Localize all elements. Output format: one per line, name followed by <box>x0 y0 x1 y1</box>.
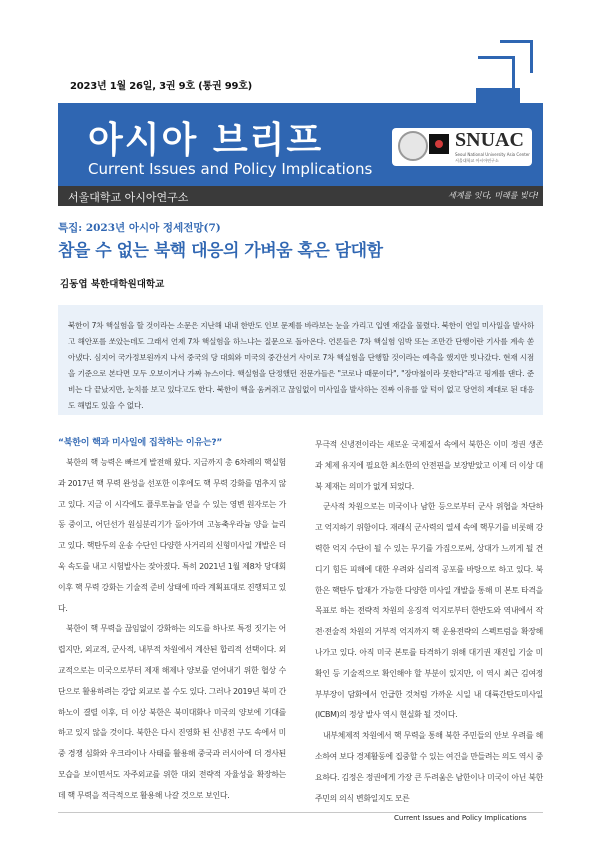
footer-text: Current Issues and Policy Implications <box>394 814 527 822</box>
issue-info: 2023년 1월 26일, 3권 9호 (통권 99호) <box>70 81 253 92</box>
left-column <box>58 433 286 807</box>
right-column <box>315 435 543 809</box>
author: 김동엽 북한대학원대학교 <box>60 279 165 290</box>
article-headline: 참을 수 없는 북핵 대응의 가벼움 혹은 담대함 <box>58 241 383 261</box>
footer-divider <box>58 812 543 813</box>
emblem-dot <box>435 140 443 148</box>
summary-text: 북한이 7차 핵실험을 할 것이라는 소문은 지난해 내내 한반도 인보 문제를 바라보는 눈을 가리고 입엔 재갈을 물렸다. 북한이 연일 미사일을 발사하고 해안포를 쏘았는데도 그래서 언제 7차 핵실험을 하느냐는 질문으로 돌아온다. 언론들은 7차 핵실험 임박 또는 조만간 단행이란 기사를 계속 쏟아냈다. 심지어 국가정보원까지 나서 중국의 당 대회와 미국의 중간선거 사이로 7차 핵실험을 단행할 것이라는 예측을 했지만 빗나갔다. 현재 시점을 기준으로 본다면 모두 오보이거나 가짜 뉴스이다. 핵실험을 단정했던 전문가들은 "코로나 때문이다", "장마철이라 못한다"라고 핑계를 댄다. 준비는 다 끝났지만, 눈치를 보고 있다고도 한다. 북한이 핵을 움켜쥐고 끊임없이 미사일을 발사하는 진짜 이유를 알 턱이 없고 당연히 제대로 된 대응도 해법도 있을 수 없다. <box>68 321 534 410</box>
paragraph: 군사적 차원으로는 미국이나 남한 등으로부터 군사 위협을 차단하고 억지하기 위함이다. 재래식 군사력의 열세 속에 핵무기를 비롯해 강력한 억지 수단이 될 수 있는 무기를 가짐으로써, 상대가 느끼게 될 견디기 힘든 피해에 대한 우려와 심리적 공포를 바탕으로 하고 있다. 북한은 핵탄두 탑재가 가능한 다양한 미사일 개발을 통해 미 본토 타격을 목표로 하는 전략적 차원의 응징적 억지로부터 한반도와 역내에서 작전·전술적 차원의 거부적 억지까지 핵 운용전략의 스펙트럼을 확장해 나가고 있다. 아직 미국 본토를 타격하기 위해 대기권 재진입 기술 미확인 등 기술적으로 확인해야 할 부분이 있지만, 이 역시 최근 김여정 부부장이 담화에서 언급한 것처럼 가까운 시일 내 대륙간탄도미사일(ICBM)의 정상 발사 역시 현실화 될 것이다. <box>315 502 543 720</box>
slogan: 세계를 잇다, 미래를 빚다! <box>448 191 539 200</box>
feature-label: 특집: 2023년 아시아 정세전망(7) <box>58 222 221 234</box>
logo-subtext-en: Seoul National University Asia Center <box>455 152 530 157</box>
paragraph: 북한이 핵 무력을 끊임없이 강화하는 의도를 하나로 특정 짓기는 어렵지만, 외교적, 군사적, 내부적 차원에서 계산된 합리적 선택이다. 외교적으로는 미국으로부터 제재 해제나 양보를 얻어내기 위한 협상 수단으로 활용하려는 강압 외교로 볼 수도 있다. 그러나 2019년 북미 간 하노이 결렬 이후, 더 이상 북한은 북미대화나 미국의 양보에 기대를 하고 있지 않을 것이다. 북한은 다시 진영화 된 신냉전 구도 속에서 미중 경쟁 심화와 우크라이나 사태를 활용해 중국과 러시아에 더 경사된 모습을 보이면서도 자주외교를 위한 대외 전략적 자율성을 확장하는 데 핵 무력을 적극적으로 활용해 나갈 것으로 보인다. <box>58 624 286 800</box>
publication-title: 아시아 브리프 <box>88 120 324 161</box>
logo-text: SNUAC <box>455 129 524 151</box>
logo-subtext-kr: 서울대학교 아시아연구소 <box>455 158 499 163</box>
university-seal-icon <box>398 131 428 161</box>
decorative-bar <box>476 88 520 103</box>
institute-name: 서울대학교 아시아연구소 <box>68 191 189 204</box>
paragraph: 북한의 핵 능력은 빠르게 발전해 왔다. 지금까지 총 6차례의 핵실험과 2017년 핵 무력 완성을 선포한 이후에도 핵 무력 강화를 멈추지 않고 있다. 지금 이 시각에도 플루토늄을 얻을 수 있는 영변 원자로는 가동 중이고, 어딘선가 원심분리기가 돌아가며 고농축우라늄 양을 늘리고 있다. 핵탄두의 운송 수단인 다양한 사거리의 신형미사일 개발은 더욱 속도를 내고 시험발사는 잦아졌다. 특히 2021년 1월 제8차 당대회 이후 핵 무력 강화는 기술적 준비 상태에 따라 계획표대로 진행되고 있다. <box>58 458 286 613</box>
paragraph: 무극적 신냉전이라는 새로운 국제질서 속에서 북한은 이미 정권 생존과 체제 유지에 필요한 최소한의 안전핀을 보장받았고 이제 더 이상 대북 제재는 의미가 없게 되었다. <box>315 440 543 491</box>
publication-subtitle: Current Issues and Policy Implications <box>88 160 373 178</box>
paragraph: 내부체제적 차원에서 핵 무력을 통해 북한 주민들의 안보 우려를 해소하여 보다 경제활동에 집중할 수 있는 여건을 만들려는 의도 역시 중요하다. 김정은 정권에게 가장 큰 두려움은 남한이나 미국이 아닌 북한 주민의 의식 변화일지도 모른 <box>315 731 543 803</box>
section-heading: “북한이 핵과 미사일에 집착하는 이유는?” <box>58 438 223 448</box>
